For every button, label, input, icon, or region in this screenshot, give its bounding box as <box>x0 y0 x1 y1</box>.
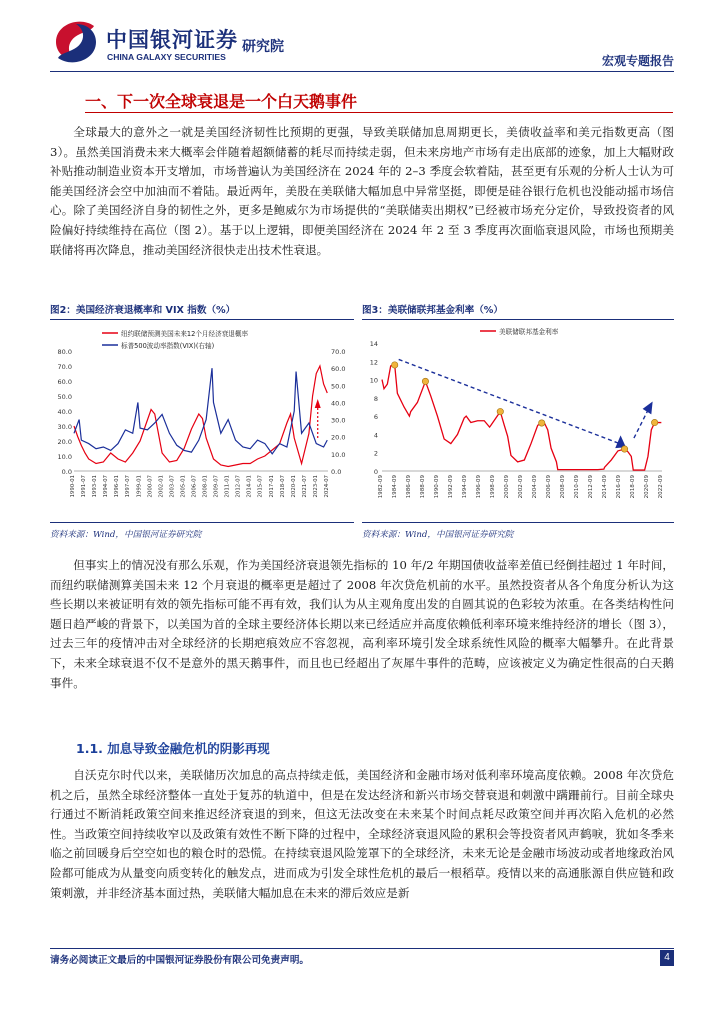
y-tick-label-left: 20.0 <box>57 438 72 446</box>
x-tick-label: 2020-01 <box>290 475 297 498</box>
x-tick-label: 1993-01 <box>92 475 99 498</box>
legend-label-fed-funds: 美联储联邦基金利率 <box>499 328 559 336</box>
y-tick-label-right: 60.0 <box>331 365 346 374</box>
x-tick-label: 2014-09 <box>602 475 608 499</box>
x-tick-label: 2008-09 <box>560 475 566 499</box>
x-tick-label: 1998-09 <box>490 475 496 499</box>
annotation-arrow-head <box>315 399 321 408</box>
legend-label-vix: 标普500波动率指数(VIX)(右轴) <box>121 342 215 350</box>
y-tick-label-left: 80.0 <box>57 348 72 356</box>
logo-company-cn: 中国银河证券 <box>106 28 238 52</box>
x-tick-label: 2012-09 <box>588 475 594 499</box>
x-tick-label: 2006-09 <box>546 475 552 499</box>
x-tick-label: 2010-09 <box>574 475 580 499</box>
x-tick-label: 1988-09 <box>420 475 426 499</box>
x-tick-label: 2004-09 <box>532 475 538 499</box>
x-tick-label: 1996-09 <box>476 475 482 499</box>
x-tick-label: 2006-07 <box>191 475 198 498</box>
x-tick-label: 2002-09 <box>518 475 524 499</box>
chart-plot-left <box>50 321 354 521</box>
chart-divider <box>362 319 674 320</box>
x-tick-label: 2021-07 <box>301 475 308 498</box>
y-tick-label-left: 70.0 <box>57 363 72 371</box>
section-divider <box>85 112 673 113</box>
x-tick-label: 2018-09 <box>630 475 636 499</box>
x-tick-label: 1997-07 <box>125 475 132 498</box>
x-tick-label: 1994-09 <box>462 475 468 499</box>
y-tick-label-left: 40.0 <box>57 408 72 416</box>
peak-marker <box>539 420 545 426</box>
y-tick-label-right: 50.0 <box>331 382 346 391</box>
x-tick-label: 1982-09 <box>378 475 384 499</box>
peak-marker <box>621 446 627 452</box>
chart-source: 资料来源：Wind，中国银河证券研究院 <box>362 530 514 540</box>
x-tick-label: 2017-01 <box>268 475 275 498</box>
chart-divider <box>362 522 674 523</box>
footer-disclaimer: 请务必阅读正文最后的中国银河证券股份有限公司免责声明。 <box>50 955 310 966</box>
up-arrow-head <box>643 402 653 415</box>
x-tick-label: 2009-07 <box>213 475 220 498</box>
y-tick-label-left: 10.0 <box>57 453 72 461</box>
peak-marker <box>391 362 397 368</box>
x-tick-label: 2015-07 <box>257 475 264 498</box>
y-tick-label: 0 <box>373 468 378 476</box>
section-title: 一、下一次全球衰退是一个白天鹅事件 <box>85 92 358 111</box>
x-tick-label: 1991-07 <box>81 475 88 498</box>
x-tick-label: 2008-01 <box>202 475 209 498</box>
x-tick-label: 1986-09 <box>406 475 412 499</box>
x-tick-label: 2000-09 <box>504 475 510 499</box>
subsection-title: 1.1. 加息导致金融危机的阴影再现 <box>76 741 270 756</box>
y-tick-label-right: 20.0 <box>331 433 346 442</box>
y-tick-label-right: 0.0 <box>331 468 342 476</box>
y-tick-label-left: 0.0 <box>61 468 72 476</box>
x-tick-label: 2005-01 <box>180 475 187 498</box>
y-tick-label-right: 30.0 <box>331 416 346 425</box>
chart-fed-funds-rate <box>362 302 674 544</box>
report-type: 宏观专题报告 <box>601 54 674 68</box>
series-recession-probability-line <box>74 366 327 467</box>
y-tick-label-left: 60.0 <box>57 378 72 386</box>
y-tick-label: 12 <box>369 358 378 367</box>
legend-label-recession: 纽约联储预测美国未来12个月经济衰退概率 <box>121 330 249 338</box>
x-tick-label: 2022-09 <box>658 475 664 499</box>
y-tick-label-left: 30.0 <box>57 423 72 431</box>
y-tick-label-right: 40.0 <box>331 399 346 408</box>
header-divider <box>50 71 674 72</box>
x-tick-label: 1994-07 <box>103 475 110 498</box>
page-number: 4 <box>660 950 674 966</box>
x-tick-label: 1996-01 <box>114 475 121 498</box>
x-tick-label: 2024-07 <box>324 475 330 498</box>
x-tick-label: 2020-09 <box>644 475 650 499</box>
peak-marker <box>422 378 428 384</box>
chart-caption: 图2：美国经济衰退概率和 VIX 指数（%） <box>50 305 236 316</box>
x-tick-label: 1990-09 <box>434 475 440 499</box>
x-tick-label: 2003-07 <box>169 475 176 498</box>
paragraph-2: 但事实上的情况没有那么乐观，作为美国经济衰退领先指标的 10 年/2 年期国债收益率差值已经倒挂超过 1 年时间，而纽约联储测算美国未来 12 个月衰退的概率更是超过了 2008 年次贷危机前的水平。虽然投资者从各个角度分析认为这些长期以来被证明有效的领先指标可能不再有效，我们认为从主观角度出发的自圆其说的色彩较为浓重。在各类结构性问题日趋严峻的背景下，以美国为首的全球主要经济体长期以来已经适应并高度依赖低利率环境来维持经济的增长（图 3），过去三年的疫情冲击对全球经济的长期疤痕效应不容忽视，高利率环境引发全球系统性风险的概率大幅攀升。在此背景下，未来全球衰退不仅不是意外的黑天鹅事件，而且也已经超出了灰犀牛事件的范畴，应该被定义为确定性很高的白天鹅事件。 <box>50 558 674 690</box>
page-header <box>50 14 674 70</box>
x-tick-label: 2016-09 <box>616 475 622 499</box>
x-tick-label: 1990-01 <box>70 475 76 498</box>
chart-caption: 图3：美联储联邦基金利率（%） <box>362 305 504 316</box>
x-tick-label: 2023-01 <box>312 475 319 498</box>
x-tick-label: 2018-07 <box>279 475 286 498</box>
y-tick-label: 8 <box>373 394 378 403</box>
y-tick-label: 14 <box>369 340 378 348</box>
logo-company-en: CHINA GALAXY SECURITIES <box>107 52 226 62</box>
x-tick-label: 2012-07 <box>235 475 242 498</box>
chart-divider <box>50 319 354 320</box>
logo-institute: 研究院 <box>242 39 284 55</box>
peak-marker <box>497 408 503 414</box>
up-arrow-shaft <box>634 409 649 438</box>
x-tick-label: 2011-01 <box>224 475 231 498</box>
x-tick-label: 1992-09 <box>448 475 454 499</box>
y-tick-label: 6 <box>373 413 378 422</box>
chart-divider <box>50 522 354 523</box>
y-tick-label-right: 70.0 <box>331 348 346 356</box>
paragraph-1: 全球最大的意外之一就是美国经济韧性比预期的更强，导致美联储加息周期更长，美债收益率和美元指数更高（图 3）。虽然美国消费未来大概率会伴随着超额储蓄的耗尽而持续走弱，但未来房地产市场有走出底部的迹象，加上大幅财政补贴推动制造业资本开支增加，市场普遍认为美国经济在 2024 年的 2–3 季度会软着陆，甚至更有乐观的分析人士认为可能美国经济会空中加油而不着陆。最近两年，美股在美联储大幅加息中异常坚挺，即便是硅谷银行危机也没能动摇市场信心。除了美国经济自身的韧性之外，更多是鲍威尔为市场提供的“美联储卖出期权”已经被市场充分定价，导致投资者的风险偏好持续维持在高位（图 2）。基于以上逻辑，即便美国经济在 2024 年 2 至 3 季度再次面临衰退风险，市场也预期美联储将再次降息，推动美国经济很快走出技术性衰退。 <box>50 125 674 257</box>
y-tick-label-left: 50.0 <box>57 393 72 401</box>
x-tick-label: 2002-01 <box>158 475 165 498</box>
chart-plot-right <box>362 321 674 521</box>
x-tick-label: 2000-07 <box>147 475 154 498</box>
series-vix-line <box>74 368 327 454</box>
x-tick-label: 2014-01 <box>246 475 253 498</box>
footer-divider <box>50 948 674 949</box>
peak-marker <box>651 419 657 425</box>
x-tick-label: 1999-01 <box>136 475 143 498</box>
y-tick-label: 10 <box>369 376 378 385</box>
chart-recession-vix <box>50 302 354 544</box>
galaxy-logo-icon <box>50 18 102 66</box>
x-tick-label: 1984-09 <box>392 475 398 499</box>
chart-source: 资料来源：Wind，中国银河证券研究院 <box>50 530 202 540</box>
paragraph-3: 自沃克尔时代以来，美联储历次加息的高点持续走低，美国经济和金融市场对低利率环境高度依赖。2008 年次贷危机之后，虽然全球经济整体一直处于复苏的轨道中，但是在发达经济和新兴市场交替衰退和刺激中蹒跚前行。目前全球央行通过不断消耗政策空间来推迟经济衰退的到来，但这无法改变在未来某个时间点耗尽政策空间并再次陷入危机的必然性。当政策空间持续收窄以及政策有效性不断下降的过程中，全球经济衰退风险的累积会等投资者风声鹤唳，犹如冬季来临之前回暖身后空空如也的粮仓时的恐慌。在持续衰退风险笼罩下的全球经济，未来无论是金融市场波动或者地缘政治风险都可能成为从量变向质变转化的触发点，进而成为引发全球性危机的最后一根稻草。疫情以来的高通胀源自供应链和政策刺激，并非经济基本面过热，美联储大幅加息在未来的滞后效应是新 <box>50 768 674 900</box>
y-tick-label-right: 10.0 <box>331 450 346 459</box>
y-tick-label: 4 <box>373 431 378 440</box>
y-tick-label: 2 <box>373 449 378 458</box>
